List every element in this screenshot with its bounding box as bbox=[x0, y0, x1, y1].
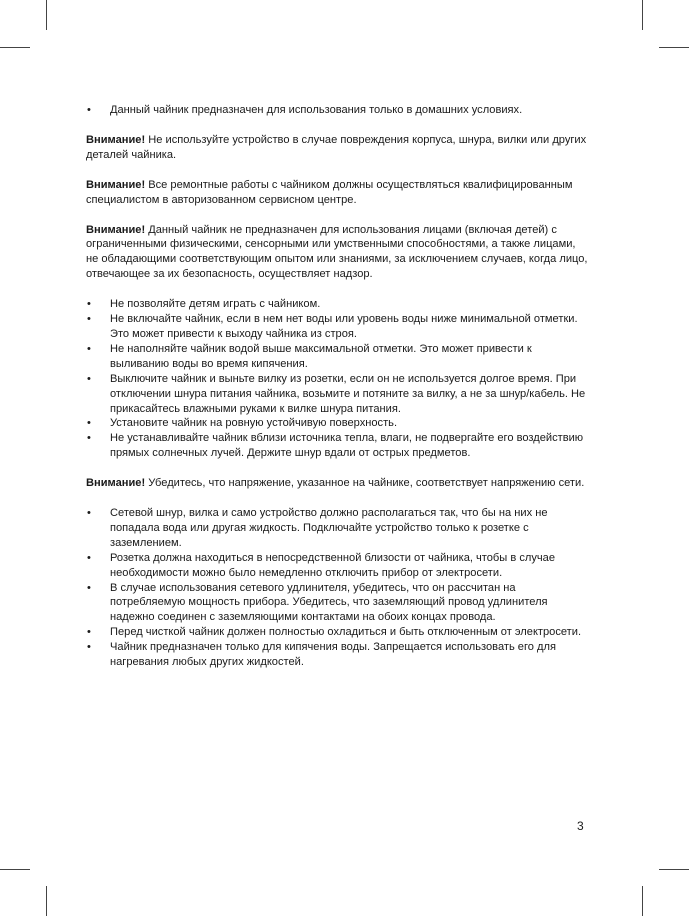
list-item: • Установите чайник на ровную устойчивую поверхность. bbox=[86, 416, 588, 431]
warning-paragraph: Внимание! Данный чайник не предназначен для использования лицами (включая детей) с ограниченными физическими, сенсорными или умственными способностями, а также лицами, не обладающими соответствующим опытом или знаниями, за исключением случаев, когда лицо, отвечающее за их безопасность, осуществляет надзор. bbox=[86, 223, 588, 281]
list-item: • Перед чисткой чайник должен полностью охладиться и быть отключенным от электросети. bbox=[86, 625, 588, 640]
list-item: • Розетка должна находиться в непосредственной близости от чайника, чтобы в случае необходимости можно было немедленно отключить прибор от электросети. bbox=[86, 551, 588, 581]
warning-paragraph: Внимание! Убедитесь, что напряжение, указанное на чайнике, соответствует напряжению сети. bbox=[86, 477, 585, 490]
bullet-list-middle bbox=[86, 297, 588, 461]
crop-mark bbox=[0, 869, 30, 870]
crop-mark bbox=[46, 0, 47, 30]
bullet-list-top bbox=[86, 103, 588, 118]
crop-mark bbox=[659, 47, 689, 48]
list-item: • Данный чайник предназначен для использования только в домашних условиях. bbox=[86, 103, 588, 118]
list-item: • В случае использования сетевого удлинителя, убедитесь, что он рассчитан на потребляемую мощность прибора. Убедитесь, что заземляющий провод удлинителя надежно соединен с заземляющими контактами на обоих концах провода. bbox=[86, 581, 588, 626]
warning-label: Внимание! bbox=[86, 133, 146, 146]
list-item: • Не включайте чайник, если в нем нет воды или уровень воды ниже минимальной отметки. Это может привести к выходу чайника из строя. bbox=[86, 312, 588, 342]
list-item: • Сетевой шнур, вилка и само устройство должно располагаться так, что бы на них не попадала вода или другая жидкость. Подключайте устройство только к розетке с заземлением. bbox=[86, 506, 588, 551]
list-item: • Выключите чайник и выньте вилку из розетки, если он не используется долгое время. При отключении шнура питания чайника, возьмите и потяните за вилку, а не за шнур/кабель. Не прикасайтесь влажными руками к вилке шнура питания. bbox=[86, 372, 588, 417]
list-item: • Не устанавливайте чайник вблизи источника тепла, влаги, не подвергайте его воздействию прямых солнечных лучей. Держите шнур вдали от острых предметов. bbox=[86, 431, 588, 461]
warning-label: Внимание! bbox=[86, 477, 146, 490]
page-content bbox=[86, 103, 588, 670]
warning-label: Внимание! bbox=[86, 178, 146, 191]
page-number: 3 bbox=[577, 819, 584, 833]
warning-paragraph: Внимание! Все ремонтные работы с чайником должны осуществляться квалифицированным специалистом в авторизованном сервисном центре. bbox=[86, 178, 573, 206]
crop-mark bbox=[0, 47, 30, 48]
crop-mark bbox=[659, 869, 689, 870]
warning-paragraph: Внимание! Не используйте устройство в случае повреждения корпуса, шнура, вилки или других деталей чайника. bbox=[86, 133, 587, 161]
crop-mark bbox=[642, 0, 643, 30]
list-item: • Чайник предназначен только для кипячения воды. Запрещается использовать его для нагревания любых других жидкостей. bbox=[86, 640, 588, 670]
warning-label: Внимание! bbox=[86, 223, 146, 236]
list-item: • Не позволяйте детям играть с чайником. bbox=[86, 297, 588, 312]
crop-mark bbox=[46, 886, 47, 916]
list-item: • Не наполняйте чайник водой выше максимальной отметки. Это может привести к выливанию воды во время кипячения. bbox=[86, 342, 588, 372]
bullet-list-bottom bbox=[86, 506, 588, 670]
crop-mark bbox=[642, 886, 643, 916]
